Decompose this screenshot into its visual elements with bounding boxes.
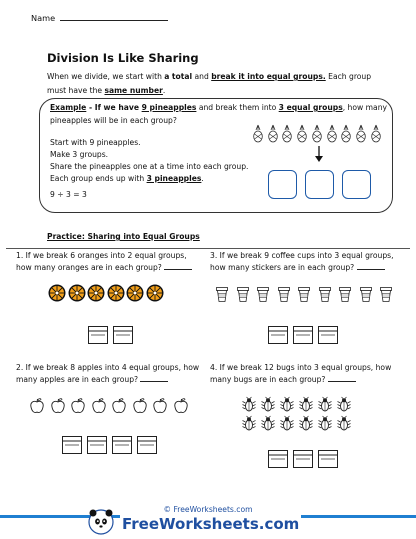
apple-icon xyxy=(30,398,44,414)
coffee-cup-icon xyxy=(298,287,310,302)
practice-heading: Practice: Sharing into Equal Groups xyxy=(47,232,200,241)
bug-icon xyxy=(337,416,351,431)
apple-icon xyxy=(174,398,188,414)
apple-row xyxy=(30,398,200,416)
group-box-icon[interactable] xyxy=(318,450,338,468)
group-box-icon[interactable] xyxy=(268,450,288,468)
divider xyxy=(6,248,410,249)
pineapple-icon xyxy=(340,125,352,143)
step-1: Start with 9 pineapples. xyxy=(50,138,141,147)
bug-grid xyxy=(242,397,362,433)
orange-icon xyxy=(48,284,66,302)
question-1: 1. If we break 6 oranges into 2 equal groups, how many oranges are in each group? xyxy=(16,251,206,273)
group-box-icon[interactable] xyxy=(62,436,82,454)
answer-blank[interactable] xyxy=(357,263,385,270)
bug-icon xyxy=(318,416,332,431)
group-box-icon[interactable] xyxy=(88,326,108,344)
question-2: 2. If we break 8 apples into 4 equal groups, how many apples are in each group? xyxy=(16,363,200,384)
coffee-cup-row xyxy=(216,287,396,303)
bug-icon xyxy=(261,416,275,431)
apple-icon xyxy=(153,398,167,414)
panda-logo-icon xyxy=(88,509,114,535)
group-box[interactable] xyxy=(305,170,334,199)
question-4: 4. If we break 12 bugs into 3 equal groups, how many bugs are in each group? xyxy=(210,363,392,384)
coffee-cup-icon xyxy=(237,287,249,302)
name-field[interactable] xyxy=(31,13,168,24)
question-3: 3. If we break 9 coffee cups into 3 equal groups, how many stickers are in each group? xyxy=(210,251,394,272)
bug-icon xyxy=(318,397,332,412)
apple-icon xyxy=(71,398,85,414)
coffee-cup-icon xyxy=(360,287,372,302)
step-3: Share the pineapples one at a time into each group. xyxy=(50,162,249,171)
group-box-icon[interactable] xyxy=(137,436,157,454)
coffee-cup-icon xyxy=(216,287,228,302)
orange-icon xyxy=(87,284,105,302)
bug-icon xyxy=(337,397,351,412)
orange-row xyxy=(48,284,168,304)
group-box-icon[interactable] xyxy=(268,326,288,344)
step-4: Each group ends up with 3 pineapples. xyxy=(50,174,204,183)
group-box-icon[interactable] xyxy=(293,450,313,468)
bug-icon xyxy=(299,416,313,431)
intro-text: When we divide, we start with a total and break it into equal groups. Each group must have the same number. xyxy=(47,72,372,95)
footer-copyright: © FreeWorksheets.com xyxy=(163,505,253,514)
pineapple-icon xyxy=(296,125,308,143)
pineapple-icon xyxy=(370,125,382,143)
group-box-icon[interactable] xyxy=(318,326,338,344)
page-title: Division Is Like Sharing xyxy=(47,51,199,65)
apple-icon xyxy=(133,398,147,414)
group-box-icon[interactable] xyxy=(293,326,313,344)
orange-icon xyxy=(146,284,164,302)
answer-blank[interactable] xyxy=(164,263,192,270)
coffee-cup-icon xyxy=(257,287,269,302)
pineapple-icon xyxy=(311,125,323,143)
answer-blank[interactable] xyxy=(328,375,356,382)
pineapple-icon xyxy=(326,125,338,143)
bug-icon xyxy=(280,397,294,412)
answer-blank[interactable] xyxy=(140,375,168,382)
pineapple-icon xyxy=(355,125,367,143)
apple-icon xyxy=(92,398,106,414)
step-2: Make 3 groups. xyxy=(50,150,109,159)
group-box[interactable] xyxy=(268,170,297,199)
example-question: Example - If we have 9 pineapples and break them into 3 equal groups, how many pineapples will be in each group? xyxy=(50,103,388,125)
bug-icon xyxy=(242,416,256,431)
orange-icon xyxy=(68,284,86,302)
group-box-icon[interactable] xyxy=(113,326,133,344)
bug-icon xyxy=(242,397,256,412)
orange-icon xyxy=(107,284,125,302)
bug-icon xyxy=(299,397,313,412)
pineapple-row xyxy=(252,125,386,143)
footer-brand: FreeWorksheets.com xyxy=(122,515,300,533)
pineapple-icon xyxy=(267,125,279,143)
example-steps xyxy=(50,138,248,200)
group-box-icon[interactable] xyxy=(112,436,132,454)
orange-icon xyxy=(126,284,144,302)
equation: 9 ÷ 3 = 3 xyxy=(50,190,87,199)
coffee-cup-icon xyxy=(380,287,392,302)
coffee-cup-icon xyxy=(278,287,290,302)
bug-icon xyxy=(280,416,294,431)
name-label: Name xyxy=(31,13,56,23)
apple-icon xyxy=(51,398,65,414)
pineapple-icon xyxy=(281,125,293,143)
pineapple-icon xyxy=(252,125,264,143)
down-arrow-icon xyxy=(315,146,323,162)
bug-icon xyxy=(261,397,275,412)
group-box[interactable] xyxy=(342,170,371,199)
group-box-icon[interactable] xyxy=(87,436,107,454)
coffee-cup-icon xyxy=(339,287,351,302)
name-line[interactable] xyxy=(60,13,168,21)
coffee-cup-icon xyxy=(319,287,331,302)
apple-icon xyxy=(112,398,126,414)
